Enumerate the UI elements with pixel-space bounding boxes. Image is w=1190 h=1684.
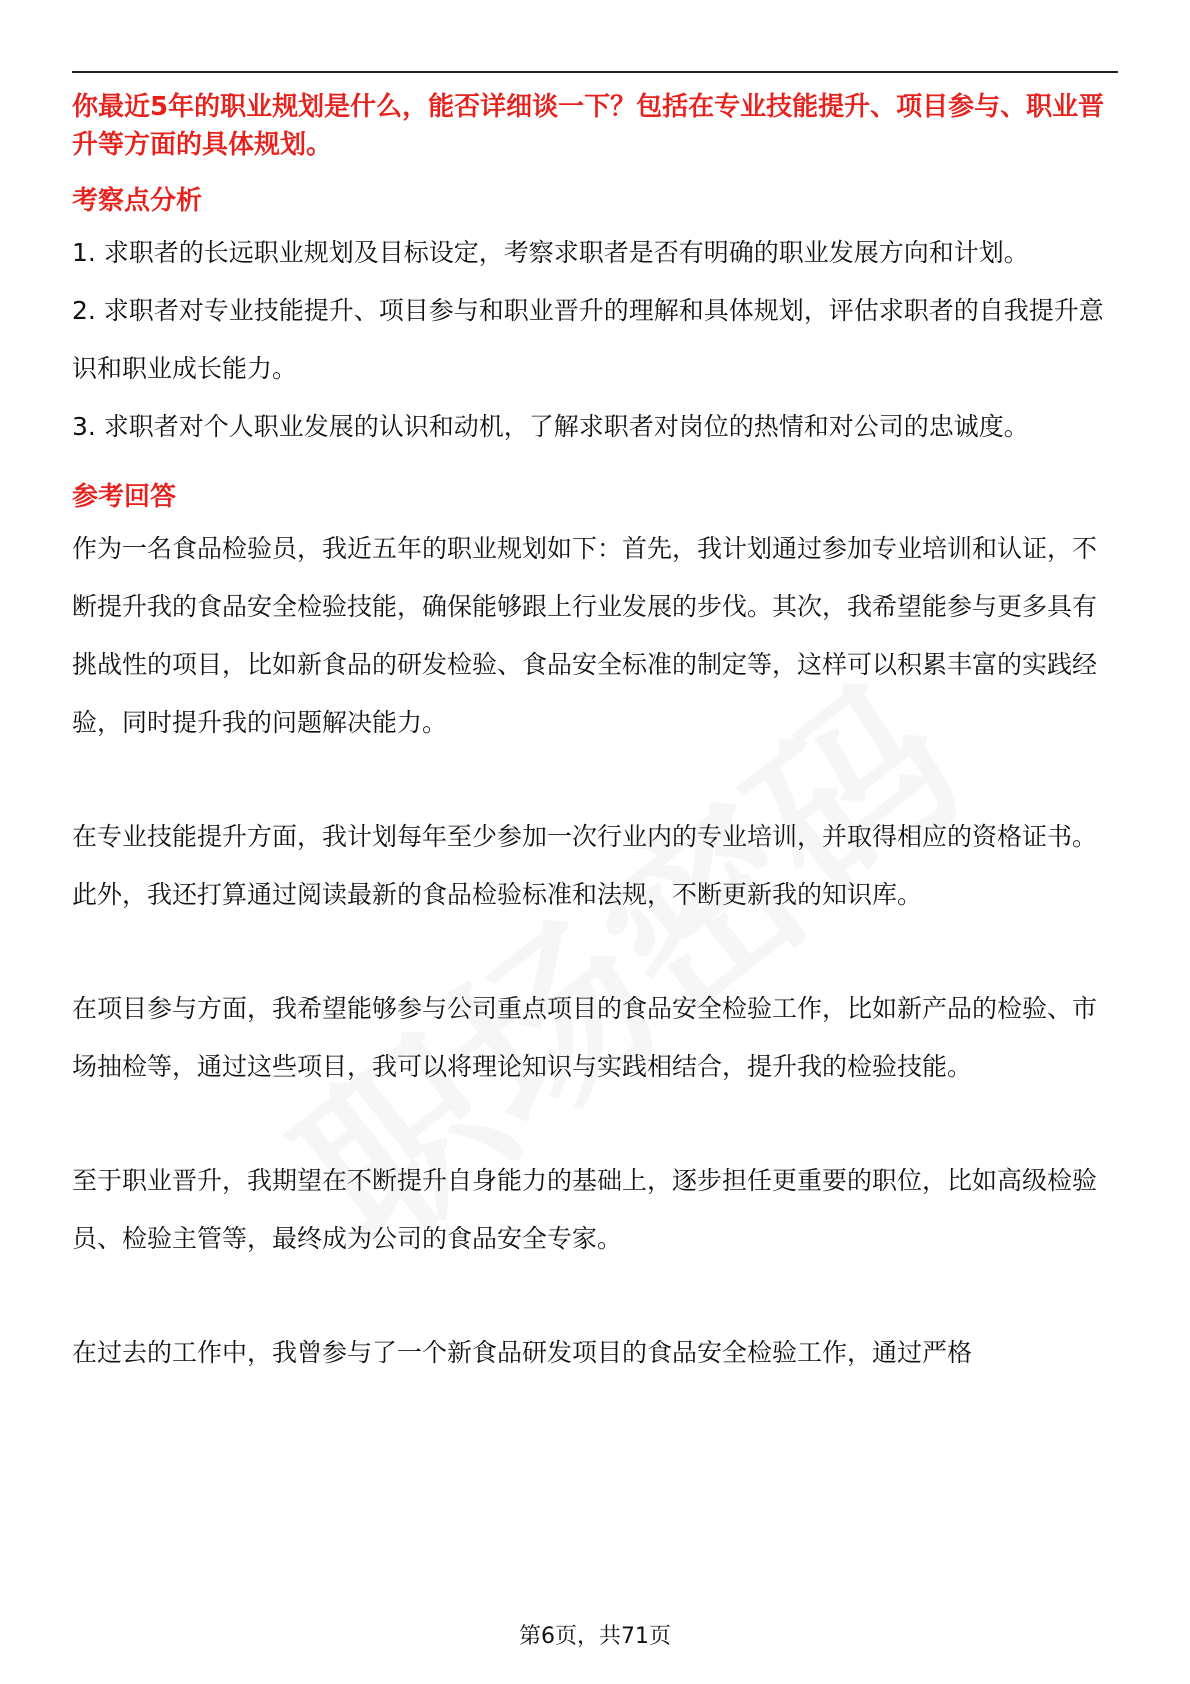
page-number: 第6页，共71页 bbox=[519, 1624, 671, 1649]
answer-paragraph: 在过去的工作中，我曾参与了一个新食品研发项目的食品安全检验工作，通过严格 bbox=[72, 1338, 973, 1367]
answer-paragraph: 在项目参与方面，我希望能够参与公司重点项目的食品安全检验工作，比如新产品的检验、市场抽检等，通过这些项目，我可以将理论知识与实践相结合，提升我的检验技能。 bbox=[72, 994, 1098, 1081]
answer-paragraph: 作为一名食品检验员，我近五年的职业规划如下：首先，我计划通过参加专业培训和认证，不断提升我的食品安全检验技能，确保能够跟上行业发展的步伐。其次，我希望能参与更多具有挑战性的项目，比如新食品的研发检验、食品安全标准的制定等，这样可以积累丰富的实践经验，同时提升我的问题解决能力。 bbox=[72, 534, 1098, 737]
answer-paragraph: 至于职业晋升，我期望在不断提升自身能力的基础上，逐步担任更重要的职位，比如高级检验员、检验主管等，最终成为公司的食品安全专家。 bbox=[72, 1166, 1098, 1253]
page-content bbox=[72, 88, 1118, 1382]
answer-paragraph: 在专业技能提升方面，我计划每年至少参加一次行业内的专业培训，并取得相应的资格证书。此外，我还打算通过阅读最新的食品检验标准和法规，不断更新我的知识库。 bbox=[72, 822, 1098, 909]
top-rule bbox=[72, 71, 1118, 73]
analysis-item: 2. 求职者对专业技能提升、项目参与和职业晋升的理解和具体规划，评估求职者的自我提升意识和职业成长能力。 bbox=[72, 296, 1104, 383]
analysis-item: 3. 求职者对个人职业发展的认识和动机，了解求职者对岗位的热情和对公司的忠诚度。 bbox=[72, 412, 1029, 441]
interview-question: 你最近5年的职业规划是什么，能否详细谈一下？包括在专业技能提升、项目参与、职业晋升等方面的具体规划。 bbox=[72, 92, 1105, 160]
answer-heading: 参考回答 bbox=[72, 482, 177, 512]
analysis-heading: 考察点分析 bbox=[72, 186, 203, 216]
analysis-item: 1. 求职者的长远职业规划及目标设定，考察求职者是否有明确的职业发展方向和计划。 bbox=[72, 238, 1029, 267]
